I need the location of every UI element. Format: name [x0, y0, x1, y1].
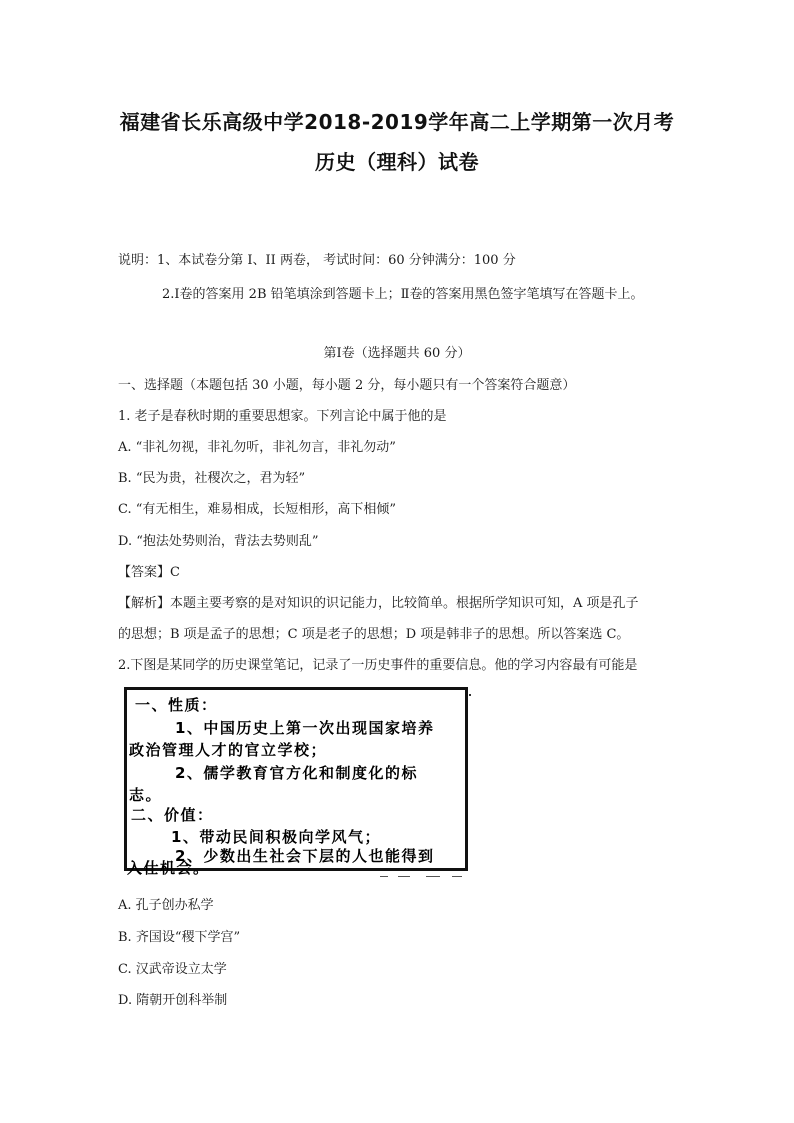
note-line-3: 政治管理人才的官立学校；	[129, 741, 328, 759]
q1-option-d: D. “抱法处势则治，背法去势则乱”	[118, 534, 319, 549]
q1-analysis-line1: 【解析】本题主要考察的是对知识的识记能力，比较简单。根据所学知识可知，A 项是孔子	[118, 596, 639, 611]
scan-artifact-1	[380, 876, 388, 877]
note-line-1: 一、性质：	[135, 696, 218, 714]
note-line-8: 2、少数出生社会下层的人也能得到	[175, 847, 435, 865]
exam-title-line2: 历史（理科）试卷	[315, 150, 479, 174]
q2-option-b: B. 齐国设“稷下学宫”	[118, 930, 241, 945]
q2-stem: 2.下图是某同学的历史课堂笔记，记录了一历史事件的重要信息。他的学习内容最有可能是	[118, 658, 638, 673]
note-line-7: 1、带动民间积极向学风气；	[171, 828, 381, 846]
note-line-6: 二、价值：	[131, 806, 214, 824]
note-line-4: 2、儒学教育官方化和制度化的标	[175, 764, 418, 782]
class-note-image	[124, 687, 468, 871]
q1-option-b: B. “民为贵，社稷次之，君为轻”	[118, 471, 306, 486]
instructions-line1: 说明：1、本试卷分第 I、II 两卷， 考试时间：60 分钟满分：100 分	[118, 253, 516, 268]
q1-stem: 1. 老子是春秋时期的重要思想家。下列言论中属于他的是	[118, 409, 447, 424]
q1-option-c: C. “有无相生，难易相成，长短相形，高下相倾”	[118, 502, 397, 517]
note-line-2: 1、中国历史上第一次出现国家培养	[175, 719, 435, 737]
note-line-9: 入仕机会。	[127, 859, 210, 877]
scan-artifact-4	[452, 876, 462, 877]
q1-answer: 【答案】C	[118, 565, 180, 580]
q1-option-a: A. “非礼勿视，非礼勿听，非礼勿言，非礼勿动”	[118, 440, 396, 455]
scan-artifact-3	[426, 876, 440, 877]
exam-title-line1: 福建省长乐高级中学2018-2019学年高二上学期第一次月考	[119, 110, 675, 134]
instructions-line2: 2.Ⅰ卷的答案用 2B 铅笔填涂到答题卡上；Ⅱ卷的答案用黑色签字笔填写在答题卡上。	[162, 287, 644, 302]
scan-artifact-2	[398, 876, 410, 877]
q2-option-c: C. 汉武帝设立太学	[118, 962, 227, 977]
q1-analysis-line2: 的思想；B 项是孟子的思想；C 项是老子的思想；D 项是韩非子的思想。所以答案选 C。	[118, 627, 630, 642]
q2-option-d: D. 隋朝开创科举制	[118, 993, 228, 1008]
note-line-5: 志。	[129, 786, 163, 804]
section-heading: 第Ⅰ卷（选择题共 60 分）	[323, 346, 471, 361]
part-intro: 一、选择题（本题包括 30 小题，每小题 2 分，每小题只有一个答案符合题意）	[118, 378, 576, 393]
q2-option-a: A. 孔子创办私学	[118, 898, 214, 913]
scan-speck	[469, 694, 471, 696]
